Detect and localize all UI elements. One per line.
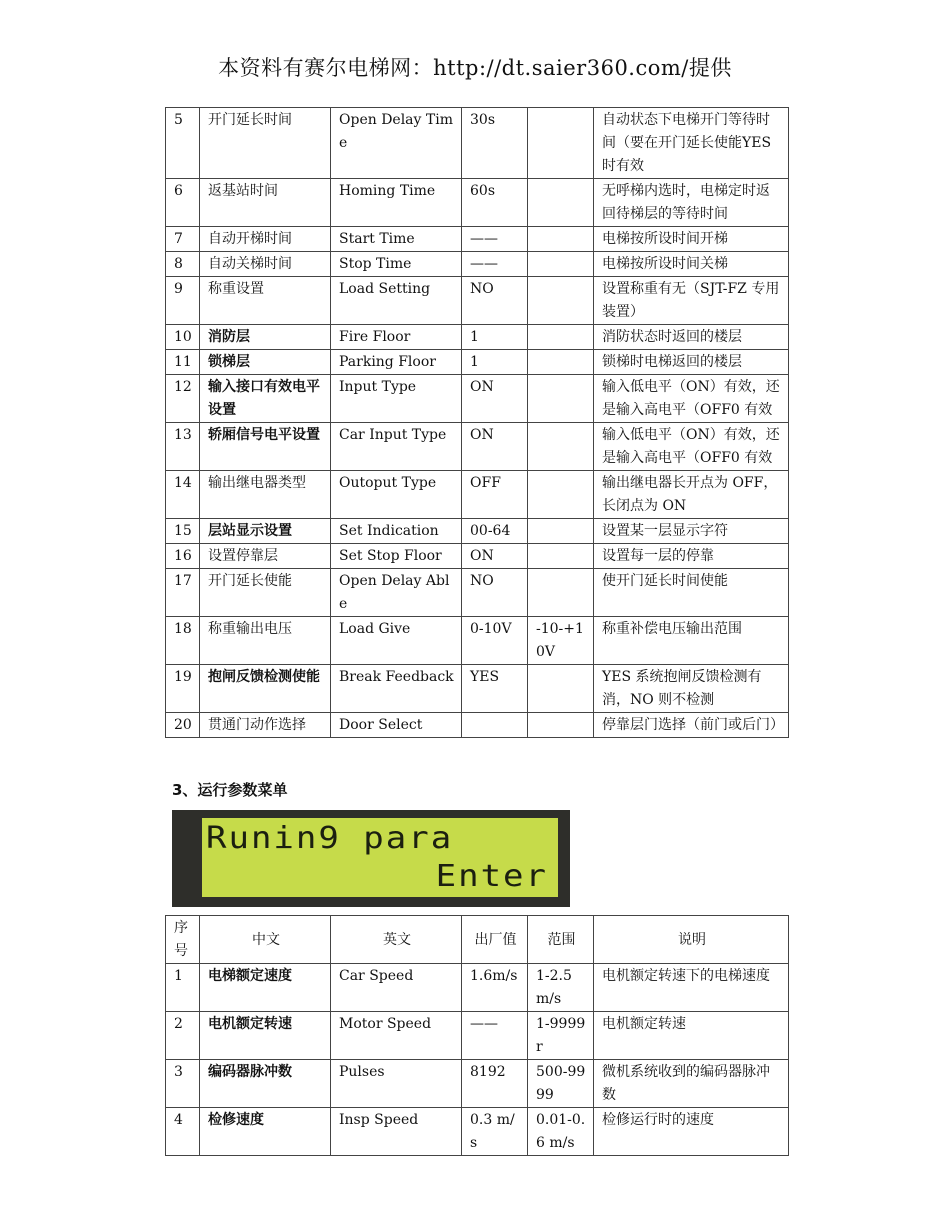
- cell-index: 13: [166, 423, 200, 471]
- lcd-screen: [202, 818, 558, 897]
- cell-english: Load Setting: [331, 277, 462, 325]
- header-description: 说明: [594, 916, 789, 964]
- cell-default: ——: [462, 1012, 528, 1060]
- cell-range: [528, 325, 594, 350]
- cell-default: 30s: [462, 108, 528, 179]
- cell-chinese: 层站显示设置: [200, 519, 331, 544]
- cell-description: 称重补偿电压输出范围: [594, 617, 789, 665]
- cell-chinese: 设置停靠层: [200, 544, 331, 569]
- table-row: [166, 1060, 789, 1108]
- cell-english: Start Time: [331, 227, 462, 252]
- cell-index: 18: [166, 617, 200, 665]
- cell-english: Open Delay Time: [331, 108, 462, 179]
- table-row: [166, 964, 789, 1012]
- cell-english: Car Speed: [331, 964, 462, 1012]
- settings-table-body: [166, 108, 789, 738]
- cell-english: Door Select: [331, 713, 462, 738]
- lcd-display-photo: [172, 810, 570, 907]
- cell-default: OFF: [462, 471, 528, 519]
- settings-table: [165, 107, 789, 738]
- cell-description: 设置称重有无（SJT-FZ 专用装置）: [594, 277, 789, 325]
- cell-chinese: 自动关梯时间: [200, 252, 331, 277]
- cell-chinese: 贯通门动作选择: [200, 713, 331, 738]
- cell-chinese: 抱闸反馈检测使能: [200, 665, 331, 713]
- cell-chinese: 消防层: [200, 325, 331, 350]
- cell-description: 输出继电器长开点为 OFF，长闭点为 ON: [594, 471, 789, 519]
- cell-chinese: 开门延长时间: [200, 108, 331, 179]
- cell-chinese: 输出继电器类型: [200, 471, 331, 519]
- cell-description: 锁梯时电梯返回的楼层: [594, 350, 789, 375]
- cell-default: 00-64: [462, 519, 528, 544]
- cell-chinese: 电机额定转速: [200, 1012, 331, 1060]
- cell-index: 4: [166, 1108, 200, 1156]
- cell-index: 7: [166, 227, 200, 252]
- cell-index: 5: [166, 108, 200, 179]
- cell-default: NO: [462, 277, 528, 325]
- cell-range: [528, 227, 594, 252]
- cell-description: 无呼梯内选时，电梯定时返回待梯层的等待时间: [594, 179, 789, 227]
- cell-range: [528, 665, 594, 713]
- cell-index: 20: [166, 713, 200, 738]
- cell-description: 停靠层门选择（前门或后门）: [594, 713, 789, 738]
- cell-index: 17: [166, 569, 200, 617]
- cell-index: 8: [166, 252, 200, 277]
- cell-range: [528, 544, 594, 569]
- header-english: 英文: [331, 916, 462, 964]
- cell-english: Outoput Type: [331, 471, 462, 519]
- cell-range: [528, 713, 594, 738]
- cell-chinese: 电梯额定速度: [200, 964, 331, 1012]
- cell-index: 6: [166, 179, 200, 227]
- cell-english: Insp Speed: [331, 1108, 462, 1156]
- cell-english: Input Type: [331, 375, 462, 423]
- cell-range: [528, 423, 594, 471]
- cell-description: 输入低电平（ON）有效，还是输入高电平（OFF0 有效: [594, 423, 789, 471]
- cell-chinese: 轿厢信号电平设置: [200, 423, 331, 471]
- table-row: [166, 617, 789, 665]
- cell-english: Fire Floor: [331, 325, 462, 350]
- cell-default: 1: [462, 325, 528, 350]
- cell-chinese: 开门延长使能: [200, 569, 331, 617]
- cell-default: 1: [462, 350, 528, 375]
- cell-index: 19: [166, 665, 200, 713]
- cell-default: 0-10V: [462, 617, 528, 665]
- cell-range: [528, 179, 594, 227]
- cell-description: 电机额定转速下的电梯速度: [594, 964, 789, 1012]
- table-row: [166, 544, 789, 569]
- table-row: [166, 252, 789, 277]
- cell-english: Open Delay Able: [331, 569, 462, 617]
- cell-description: 电机额定转速: [594, 1012, 789, 1060]
- cell-english: Load Give: [331, 617, 462, 665]
- cell-default: ON: [462, 544, 528, 569]
- cell-default: ——: [462, 227, 528, 252]
- table-row: [166, 471, 789, 519]
- cell-default: ON: [462, 423, 528, 471]
- cell-range: [528, 108, 594, 179]
- cell-chinese: 自动开梯时间: [200, 227, 331, 252]
- table-row: [166, 350, 789, 375]
- cell-range: [528, 471, 594, 519]
- header-index: 序号: [166, 916, 200, 964]
- header-range: 范围: [528, 916, 594, 964]
- cell-index: 16: [166, 544, 200, 569]
- cell-english: Break Feedback: [331, 665, 462, 713]
- table-row: [166, 569, 789, 617]
- cell-range: [528, 569, 594, 617]
- cell-default: 1.6m/s: [462, 964, 528, 1012]
- cell-index: 3: [166, 1060, 200, 1108]
- running-params-table: [165, 915, 789, 1156]
- cell-default: NO: [462, 569, 528, 617]
- cell-description: 微机系统收到的编码器脉冲数: [594, 1060, 789, 1108]
- cell-range: 1-2.5m/s: [528, 964, 594, 1012]
- cell-index: 10: [166, 325, 200, 350]
- table-row: [166, 325, 789, 350]
- cell-default: YES: [462, 665, 528, 713]
- cell-default: 8192: [462, 1060, 528, 1108]
- lcd-line-1: Runin9 para: [206, 820, 454, 856]
- table-row: [166, 1108, 789, 1156]
- header-chinese: 中文: [200, 916, 331, 964]
- cell-chinese: 编码器脉冲数: [200, 1060, 331, 1108]
- cell-index: 9: [166, 277, 200, 325]
- cell-english: Stop Time: [331, 252, 462, 277]
- cell-range: 0.01-0.6 m/s: [528, 1108, 594, 1156]
- cell-index: 15: [166, 519, 200, 544]
- cell-english: Set Stop Floor: [331, 544, 462, 569]
- cell-chinese: 称重输出电压: [200, 617, 331, 665]
- cell-range: [528, 252, 594, 277]
- cell-description: 电梯按所设时间关梯: [594, 252, 789, 277]
- cell-index: 2: [166, 1012, 200, 1060]
- cell-index: 11: [166, 350, 200, 375]
- cell-index: 14: [166, 471, 200, 519]
- cell-range: 500-9999: [528, 1060, 594, 1108]
- cell-range: 1-9999r: [528, 1012, 594, 1060]
- cell-english: Set Indication: [331, 519, 462, 544]
- table-row: [166, 227, 789, 252]
- cell-description: YES 系统抱闸反馈检测有消，NO 则不检测: [594, 665, 789, 713]
- table-row: [166, 277, 789, 325]
- cell-index: 12: [166, 375, 200, 423]
- cell-english: Car Input Type: [331, 423, 462, 471]
- cell-english: Parking Floor: [331, 350, 462, 375]
- cell-description: 自动状态下电梯开门等待时间（要在开门延长使能YES时有效: [594, 108, 789, 179]
- cell-description: 电梯按所设时间开梯: [594, 227, 789, 252]
- table-row: [166, 179, 789, 227]
- cell-description: 检修运行时的速度: [594, 1108, 789, 1156]
- lcd-line-2: Enter: [435, 858, 548, 894]
- cell-english: Pulses: [331, 1060, 462, 1108]
- table-row: [166, 713, 789, 738]
- table-row: [166, 108, 789, 179]
- cell-range: [528, 350, 594, 375]
- cell-range: -10-+10V: [528, 617, 594, 665]
- page-header: 本资料有赛尔电梯网：http://dt.saier360.com/提供: [218, 56, 732, 80]
- cell-description: 使开门延长时间使能: [594, 569, 789, 617]
- cell-description: 设置某一层显示字符: [594, 519, 789, 544]
- cell-default: 0.3 m/s: [462, 1108, 528, 1156]
- cell-english: Motor Speed: [331, 1012, 462, 1060]
- cell-description: 输入低电平（ON）有效，还是输入高电平（OFF0 有效: [594, 375, 789, 423]
- cell-range: [528, 375, 594, 423]
- table-row: [166, 375, 789, 423]
- cell-chinese: 锁梯层: [200, 350, 331, 375]
- cell-range: [528, 519, 594, 544]
- cell-description: 设置每一层的停靠: [594, 544, 789, 569]
- cell-description: 消防状态时返回的楼层: [594, 325, 789, 350]
- running-params-table-body: [166, 964, 789, 1156]
- cell-range: [528, 277, 594, 325]
- table-header-row: [166, 916, 789, 964]
- cell-default: ON: [462, 375, 528, 423]
- table-row: [166, 1012, 789, 1060]
- cell-chinese: 返基站时间: [200, 179, 331, 227]
- cell-chinese: 检修速度: [200, 1108, 331, 1156]
- cell-default: [462, 713, 528, 738]
- table-row: [166, 519, 789, 544]
- section-title: 3、运行参数菜单: [172, 781, 288, 799]
- cell-chinese: 输入接口有效电平设置: [200, 375, 331, 423]
- cell-default: ——: [462, 252, 528, 277]
- cell-english: Homing Time: [331, 179, 462, 227]
- table-row: [166, 665, 789, 713]
- cell-default: 60s: [462, 179, 528, 227]
- table-row: [166, 423, 789, 471]
- header-default: 出厂值: [462, 916, 528, 964]
- cell-chinese: 称重设置: [200, 277, 331, 325]
- cell-index: 1: [166, 964, 200, 1012]
